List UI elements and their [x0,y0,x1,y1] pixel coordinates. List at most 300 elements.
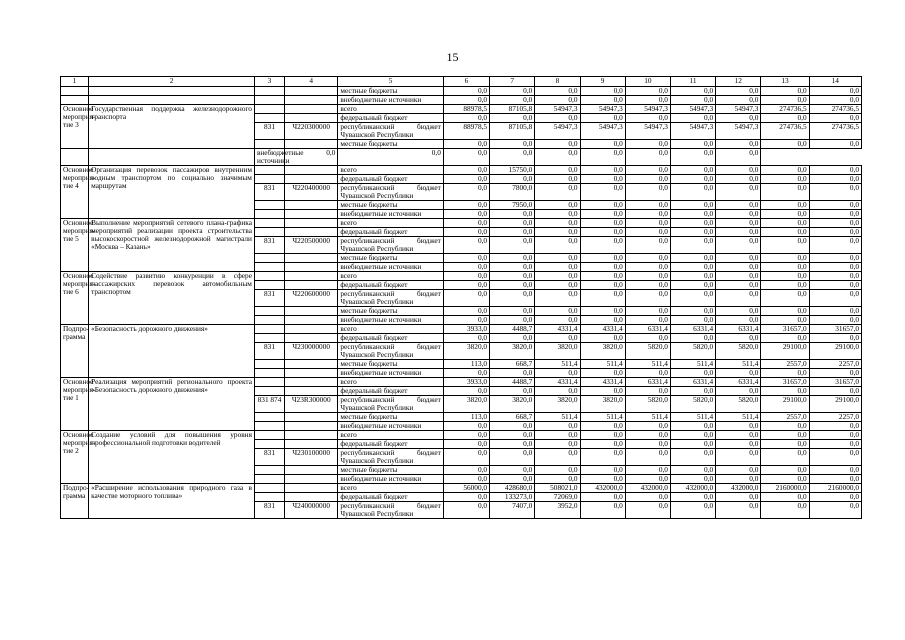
amount-cell: 0,0 [761,387,809,396]
empty-cell [285,166,338,175]
funding-source-cell: внебюджетные источники [338,316,444,325]
empty-cell [254,210,284,219]
empty-cell [285,369,338,378]
amount-cell: 87105,8 [490,123,535,140]
funding-source-cell: федеральный бюджет [338,228,444,237]
amount-cell: 0,0 [535,96,580,105]
amount-cell: 0,0 [809,307,861,316]
amount-cell: 0,0 [580,228,625,237]
funding-source-cell: республиканский бюджет Чувашской Республики [338,237,444,254]
amount-cell: 31657,0 [809,378,861,387]
measure-kind-cell: Основное мероприя-тие 6 [61,272,89,325]
amount-cell: 0,0 [490,316,535,325]
amount-cell: 4331,4 [535,378,580,387]
table-row [61,272,862,281]
amount-cell: 0,0 [809,290,861,307]
amount-cell: 0,0 [580,281,625,290]
amount-cell: 0,0 [670,210,715,219]
amount-cell: 0,0 [670,272,715,281]
amount-cell: 0,0 [490,387,535,396]
amount-cell: 0,0 [670,334,715,343]
amount-cell: 0,0 [443,493,489,502]
amount-cell: 0,0 [809,369,861,378]
budget-code-cell: Ч240000000 [285,502,338,519]
amount-cell: 7407,0 [490,502,535,519]
amount-cell: 0,0 [761,422,809,431]
table-row [61,87,862,96]
amount-cell: 0,0 [625,466,670,475]
amount-cell: 31657,0 [761,378,809,387]
amount-cell: 511,4 [716,360,761,369]
amount-cell: 54947,3 [580,123,625,140]
administrator-code-cell: 831 [254,184,284,201]
column-header: 12 [716,77,761,87]
amount-cell: 0,0 [580,431,625,440]
empty-cell [254,369,284,378]
amount-cell: 0,0 [580,422,625,431]
amount-cell: 0,0 [490,175,535,184]
funding-source-cell: всего [338,166,444,175]
column-header: 9 [580,77,625,87]
amount-cell: 0,0 [670,219,715,228]
amount-cell: 0,0 [716,219,761,228]
amount-cell: 0,0 [716,149,761,166]
amount-cell: 7800,0 [490,184,535,201]
amount-cell: 4331,4 [580,378,625,387]
amount-cell: 0,0 [580,219,625,228]
amount-cell: 0,0 [761,140,809,149]
amount-cell: 0,0 [625,369,670,378]
amount-cell: 0,0 [580,475,625,484]
amount-cell: 0,0 [716,263,761,272]
amount-cell: 0,0 [625,201,670,210]
funding-source-cell: внебюджетные источники [254,149,284,166]
table-row [61,166,862,175]
table-row [61,105,862,114]
amount-cell: 0,0 [761,175,809,184]
amount-cell: 0,0 [761,307,809,316]
measure-kind-cell: Основное мероприя-тие 5 [61,219,89,272]
amount-cell: 0,0 [761,431,809,440]
budget-table [60,76,862,519]
amount-cell: 15750,0 [490,166,535,175]
amount-cell: 133273,0 [490,493,535,502]
amount-cell: 0,0 [625,334,670,343]
amount-cell: 0,0 [670,140,715,149]
amount-cell: 7950,0 [490,201,535,210]
empty-cell [285,96,338,105]
column-header: 14 [809,77,861,87]
amount-cell: 0,0 [443,166,489,175]
amount-cell: 0,0 [716,237,761,254]
amount-cell: 29100,0 [761,396,809,413]
amount-cell: 0,0 [535,449,580,466]
amount-cell: 3820,0 [535,343,580,360]
amount-cell: 0,0 [809,502,861,519]
amount-cell: 0,0 [535,316,580,325]
amount-cell: 0,0 [809,201,861,210]
amount-cell: 0,0 [490,431,535,440]
amount-cell: 511,4 [716,413,761,422]
administrator-code-cell: 831 [254,237,284,254]
amount-cell: 0,0 [809,254,861,263]
amount-cell: 0,0 [716,201,761,210]
amount-cell: 0,0 [535,272,580,281]
amount-cell: 0,0 [625,96,670,105]
budget-code-cell: Ч230100000 [285,449,338,466]
amount-cell: 0,0 [625,387,670,396]
amount-cell: 0,0 [443,254,489,263]
funding-source-cell: местные бюджеты [338,413,444,422]
amount-cell: 0,0 [761,228,809,237]
amount-cell: 0,0 [670,87,715,96]
amount-cell: 3933,0 [443,325,489,334]
amount-cell: 56000,0 [443,484,489,493]
budget-code-cell: Ч220400000 [285,184,338,201]
column-header: 4 [285,77,338,87]
amount-cell: 0,0 [443,201,489,210]
empty-cell [285,272,338,281]
amount-cell: 0,0 [761,281,809,290]
amount-cell: 0,0 [625,307,670,316]
amount-cell: 0,0 [490,87,535,96]
amount-cell: 511,4 [535,360,580,369]
empty-cell [254,413,284,422]
amount-cell: 0,0 [761,210,809,219]
amount-cell: 0,0 [580,175,625,184]
amount-cell: 0,0 [761,96,809,105]
amount-cell: 0,0 [670,201,715,210]
administrator-code-cell: 831 [254,123,284,140]
empty-cell [285,105,338,114]
amount-cell: 0,0 [761,475,809,484]
amount-cell: 0,0 [443,281,489,290]
amount-cell: 0,0 [443,175,489,184]
amount-cell: 54947,3 [670,123,715,140]
amount-cell: 0,0 [716,96,761,105]
amount-cell: 0,0 [670,237,715,254]
amount-cell: 668,7 [490,413,535,422]
amount-cell: 0,0 [490,440,535,449]
table-row [61,484,862,493]
amount-cell: 0,0 [716,281,761,290]
amount-cell: 0,0 [625,175,670,184]
amount-cell: 432000,0 [716,484,761,493]
amount-cell: 0,0 [580,272,625,281]
amount-cell: 0,0 [761,272,809,281]
amount-cell: 0,0 [809,334,861,343]
amount-cell: 5820,0 [625,396,670,413]
amount-cell: 31657,0 [809,325,861,334]
empty-cell [285,413,338,422]
measure-kind-cell: Основное мероприя-тие 3 [61,105,89,149]
funding-source-cell: республиканский бюджет Чувашской Республики [338,396,444,413]
amount-cell: 274736,5 [809,123,861,140]
budget-code-cell: Ч220500000 [285,237,338,254]
budget-code-cell: Ч23R300000 [285,396,338,413]
column-header: 13 [761,77,809,87]
measure-kind-cell: Подпро-грамма [61,325,89,378]
amount-cell: 511,4 [535,413,580,422]
funding-source-cell: республиканский бюджет Чувашской Республики [338,123,444,140]
amount-cell: 3820,0 [490,343,535,360]
amount-cell: 0,0 [761,440,809,449]
empty-cell [254,272,284,281]
empty-cell [285,484,338,493]
amount-cell: 0,0 [535,237,580,254]
amount-cell: 0,0 [535,184,580,201]
amount-cell: 0,0 [625,440,670,449]
amount-cell: 0,0 [443,114,489,123]
amount-cell: 0,0 [535,290,580,307]
amount-cell: 0,0 [580,466,625,475]
amount-cell: 0,0 [580,334,625,343]
amount-cell: 511,4 [580,360,625,369]
measure-kind-cell: Подпро-грамма [61,484,89,519]
amount-cell: 72069,0 [535,493,580,502]
amount-cell: 0,0 [443,290,489,307]
amount-cell: 0,0 [535,254,580,263]
table-row [61,378,862,387]
amount-cell: 0,0 [716,184,761,201]
amount-cell: 0,0 [535,281,580,290]
amount-cell: 113,0 [443,360,489,369]
amount-cell: 0,0 [580,449,625,466]
amount-cell: 29100,0 [761,343,809,360]
amount-cell: 0,0 [761,493,809,502]
amount-cell: 6331,4 [670,378,715,387]
amount-cell: 2557,0 [761,360,809,369]
amount-cell: 0,0 [443,449,489,466]
measure-kind-cell: Основное мероприя-тие 4 [61,166,89,219]
amount-cell: 0,0 [670,184,715,201]
amount-cell: 54947,3 [535,105,580,114]
amount-cell: 4331,4 [580,325,625,334]
amount-cell: 274736,5 [761,105,809,114]
amount-cell: 0,0 [809,228,861,237]
amount-cell: 0,0 [625,210,670,219]
amount-cell: 0,0 [443,184,489,201]
amount-cell: 3820,0 [443,343,489,360]
amount-cell: 0,0 [716,422,761,431]
amount-cell: 6331,4 [670,325,715,334]
funding-source-cell: местные бюджеты [338,201,444,210]
amount-cell: 6331,4 [625,325,670,334]
amount-cell: 0,0 [535,175,580,184]
funding-source-cell: всего [338,378,444,387]
amount-cell: 4488,7 [490,325,535,334]
funding-source-cell: федеральный бюджет [338,175,444,184]
amount-cell: 0,0 [809,263,861,272]
amount-cell: 2160000,0 [809,484,861,493]
empty-cell [254,475,284,484]
amount-cell: 0,0 [580,263,625,272]
amount-cell: 0,0 [443,316,489,325]
amount-cell: 0,0 [625,431,670,440]
amount-cell: 5820,0 [716,343,761,360]
amount-cell: 0,0 [490,422,535,431]
amount-cell: 0,0 [625,228,670,237]
amount-cell: 0,0 [809,210,861,219]
amount-cell: 0,0 [625,149,670,166]
amount-cell: 0,0 [809,184,861,201]
amount-cell: 0,0 [443,466,489,475]
amount-cell: 0,0 [716,440,761,449]
empty-cell [285,466,338,475]
amount-cell: 0,0 [670,422,715,431]
amount-cell: 0,0 [443,369,489,378]
amount-cell: 511,4 [625,413,670,422]
empty-cell [254,87,284,96]
measure-name-cell: Государственная поддержка железнодорожного транспорта [89,105,255,149]
amount-cell: 0,0 [443,219,489,228]
amount-cell: 0,0 [443,272,489,281]
amount-cell: 0,0 [670,166,715,175]
funding-source-cell: республиканский бюджет Чувашской Республики [338,184,444,201]
amount-cell: 0,0 [490,475,535,484]
amount-cell: 0,0 [809,219,861,228]
funding-source-cell: местные бюджеты [338,466,444,475]
funding-source-cell: внебюджетные источники [338,369,444,378]
amount-cell: 0,0 [625,449,670,466]
amount-cell: 2160000,0 [761,484,809,493]
amount-cell: 0,0 [580,502,625,519]
empty-cell [254,96,284,105]
amount-cell: 432000,0 [670,484,715,493]
column-header: 3 [254,77,284,87]
amount-cell: 54947,3 [670,105,715,114]
amount-cell: 87105,8 [490,105,535,114]
amount-cell: 0,0 [490,140,535,149]
column-header: 7 [490,77,535,87]
funding-source-cell: местные бюджеты [338,87,444,96]
amount-cell: 0,0 [761,449,809,466]
amount-cell: 0,0 [490,307,535,316]
amount-cell: 0,0 [809,114,861,123]
amount-cell: 0,0 [761,369,809,378]
amount-cell: 0,0 [625,263,670,272]
empty-cell [285,378,338,387]
amount-cell: 0,0 [670,281,715,290]
amount-cell: 511,4 [625,360,670,369]
amount-cell: 432000,0 [625,484,670,493]
amount-cell: 0,0 [490,237,535,254]
amount-cell: 0,0 [490,263,535,272]
amount-cell: 2557,0 [761,413,809,422]
amount-cell: 0,0 [625,87,670,96]
empty-cell [254,201,284,210]
column-header: 8 [535,77,580,87]
amount-cell: 0,0 [809,422,861,431]
amount-cell: 0,0 [625,166,670,175]
amount-cell: 0,0 [761,290,809,307]
amount-cell: 0,0 [670,449,715,466]
amount-cell: 0,0 [580,493,625,502]
amount-cell: 0,0 [443,140,489,149]
empty-cell [254,484,284,493]
measure-name-cell: Содействие развитию конкуренции в сфере пассажирских перевозок автомобильным транспортом [89,272,255,325]
amount-cell: 0,0 [716,140,761,149]
amount-cell: 0,0 [716,316,761,325]
amount-cell: 0,0 [670,502,715,519]
amount-cell: 0,0 [535,166,580,175]
amount-cell: 0,0 [443,334,489,343]
table-body [61,87,862,519]
amount-cell: 0,0 [670,316,715,325]
amount-cell: 0,0 [490,449,535,466]
amount-cell: 0,0 [716,210,761,219]
amount-cell: 0,0 [535,387,580,396]
amount-cell: 0,0 [809,316,861,325]
amount-cell: 0,0 [761,184,809,201]
measure-name-cell: «Расширение использования природного газа в качестве моторного топлива» [89,484,255,519]
amount-cell: 0,0 [490,96,535,105]
amount-cell: 0,0 [338,149,444,166]
amount-cell: 0,0 [535,307,580,316]
funding-source-cell: внебюджетные источники [338,475,444,484]
amount-cell: 0,0 [670,493,715,502]
amount-cell: 0,0 [670,175,715,184]
amount-cell: 0,0 [535,149,580,166]
table-row [61,149,862,166]
amount-cell: 0,0 [625,475,670,484]
funding-source-cell: республиканский бюджет Чувашской Республики [338,290,444,307]
page-number: 15 [446,50,459,64]
amount-cell: 0,0 [670,369,715,378]
empty-cell [285,219,338,228]
amount-cell: 0,0 [625,219,670,228]
amount-cell: 668,7 [490,360,535,369]
amount-cell: 54947,3 [580,105,625,114]
budget-code-cell: Ч220300000 [285,123,338,140]
amount-cell: 0,0 [670,307,715,316]
measure-name-cell: Реализация мероприятий регионального проекта «Безопасность дорожного движения» [89,378,255,431]
amount-cell: 0,0 [670,254,715,263]
amount-cell: 88978,5 [443,123,489,140]
column-header: 6 [443,77,489,87]
amount-cell: 0,0 [625,254,670,263]
amount-cell: 0,0 [670,96,715,105]
empty-cell [285,316,338,325]
amount-cell: 0,0 [580,290,625,307]
amount-cell: 0,0 [670,290,715,307]
amount-cell: 0,0 [580,307,625,316]
amount-cell: 0,0 [443,149,489,166]
amount-cell: 0,0 [716,369,761,378]
amount-cell: 5820,0 [716,396,761,413]
amount-cell: 54947,3 [625,123,670,140]
amount-cell: 0,0 [809,87,861,96]
funding-source-cell: местные бюджеты [338,140,444,149]
amount-cell: 0,0 [809,140,861,149]
amount-cell: 3820,0 [490,396,535,413]
empty-cell [285,263,338,272]
amount-cell: 0,0 [809,466,861,475]
empty-cell [254,254,284,263]
funding-source-cell: всего [338,219,444,228]
column-header: 5 [338,77,444,87]
amount-cell: 0,0 [535,475,580,484]
amount-cell: 0,0 [580,210,625,219]
amount-cell: 274736,5 [809,105,861,114]
amount-cell: 432000,0 [580,484,625,493]
amount-cell: 0,0 [580,114,625,123]
amount-cell: 3820,0 [580,396,625,413]
amount-cell: 4488,7 [490,378,535,387]
funding-source-cell: всего [338,272,444,281]
amount-cell: 3820,0 [580,343,625,360]
empty-cell [285,422,338,431]
